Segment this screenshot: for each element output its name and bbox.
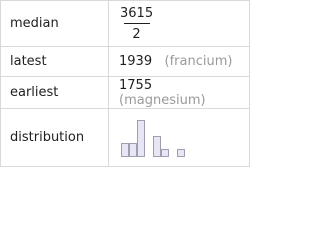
latest-note: (francium): [164, 54, 233, 69]
fraction-denominator: 2: [132, 26, 141, 42]
latest-value-cell: [109, 47, 250, 77]
earliest-note: (magnesium): [119, 92, 206, 108]
table-row: [1, 77, 250, 109]
fraction-numerator: 3615: [120, 5, 154, 21]
earliest-value-cell: [109, 77, 250, 109]
distribution-cell: [109, 109, 250, 167]
earliest-value: 1755: [119, 77, 153, 93]
row-label-latest: latest: [1, 47, 109, 77]
histogram-bar: [122, 143, 129, 156]
histogram-bar: [138, 120, 145, 156]
median-value: [109, 1, 250, 47]
histogram-bar: [162, 149, 169, 156]
median-fraction: [119, 7, 154, 42]
histogram-bar: [178, 149, 185, 156]
table-row: [1, 1, 250, 47]
distribution-histogram: [119, 119, 199, 159]
histogram-bar: [154, 136, 161, 156]
row-label-earliest: earliest: [1, 77, 109, 109]
table-row: [1, 109, 250, 167]
row-label-distribution: distribution: [1, 109, 109, 167]
latest-value: 1939: [119, 54, 153, 69]
table-row: [1, 47, 250, 77]
row-label-median: median: [1, 1, 109, 47]
histogram-bars: [122, 120, 185, 156]
histogram-bar: [130, 143, 137, 156]
